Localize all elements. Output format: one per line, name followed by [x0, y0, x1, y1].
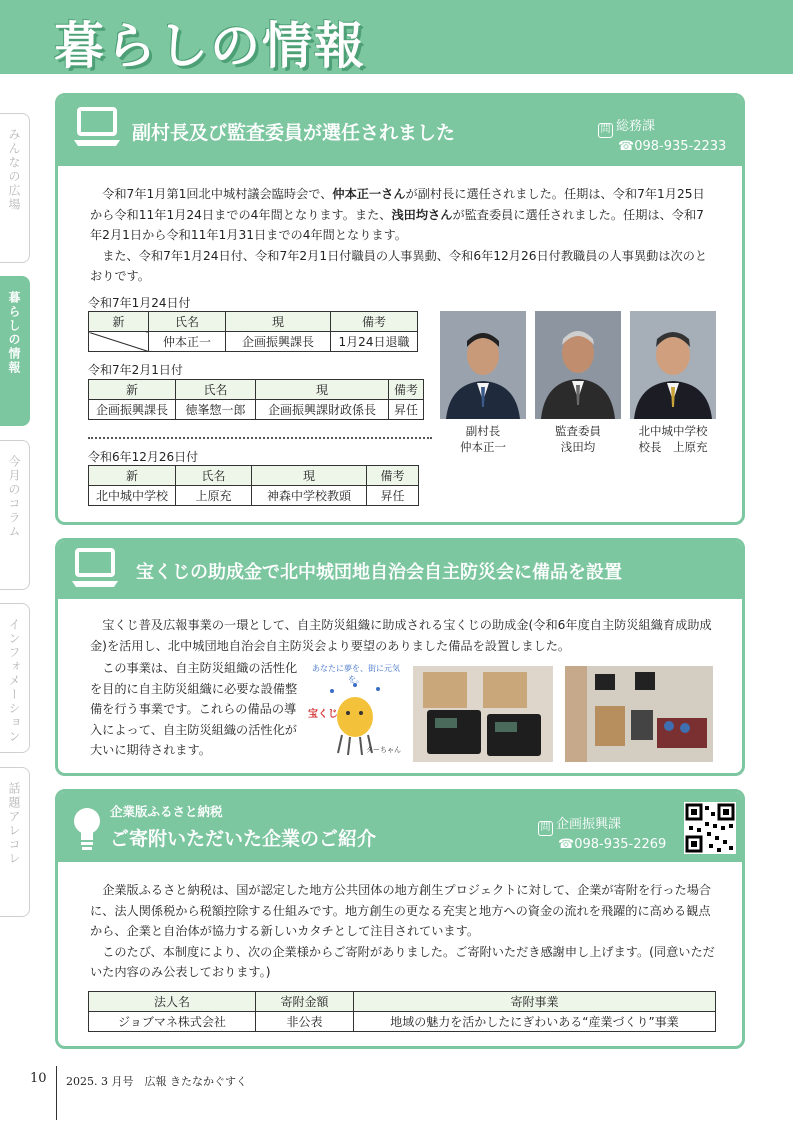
lightbulb-icon [72, 806, 102, 852]
side-tab-label: 暮らしの情報 [7, 291, 21, 375]
paragraph: 宝くじ普及広報事業の一環として、自主防災組織に助成される宝くじの助成金(令和6年度自主防災組織育成助成金)を活用し、北中城団地自治会自主防災会より要望のありました備品を設置しました。 [90, 618, 712, 653]
section-vice-mayor [55, 93, 745, 525]
side-tab-minna[interactable] [0, 113, 30, 263]
table-header: 新 [89, 466, 176, 486]
table-header: 備考 [389, 380, 424, 400]
section-header [58, 96, 742, 166]
table-cell: 非公表 [256, 1012, 354, 1032]
laptop-icon [72, 106, 122, 150]
paragraph: 企業版ふるさと納税は、国が認定した地方公共団体の地方創生プロジェクトに対して、企業が寄附を行った場合に、法人関係税から税額控除する仕組みです。地方創生の更なる充実と地方への資金の流れを飛躍的に高める観点から、企業と自治体が協力する新しいカタチとして注目されています。 [90, 883, 712, 938]
caption-line: 北中城中学校 [638, 424, 708, 438]
section-title: 副村長及び監査委員が選任されました [132, 122, 456, 144]
name-highlight: 浅田均さん [391, 207, 453, 222]
equipment-photo-batteries [413, 666, 553, 762]
section2-body [90, 615, 716, 656]
side-tab-label: みんなの広場 [7, 128, 21, 212]
table-cell: 昇任 [389, 400, 424, 420]
table-header: 現 [256, 380, 389, 400]
donation-table [88, 991, 716, 1032]
text: が副村長に選任されました。任期は、令和7年1月25日から令和11年1月24日までの4年間となります。また、 [90, 187, 705, 222]
side-tab-label: 今月のコラム [7, 455, 21, 539]
caption-line: 浅田均 [560, 440, 596, 454]
table-cell: 1月24日退職 [331, 332, 418, 352]
contact-phone: ☎098-935-2269 [558, 837, 667, 852]
paragraph [90, 184, 716, 246]
page-title: 暮らしの情報 [54, 17, 366, 75]
photo-caption [623, 423, 723, 455]
table-cell: ジョブマネ株式会社 [89, 1012, 256, 1032]
table-header: 氏名 [149, 312, 226, 332]
side-tab-wadai[interactable] [0, 767, 30, 917]
caption-line: 校長 上原充 [638, 440, 708, 454]
side-tab-label: 話題アレコレ [7, 782, 21, 866]
table-header: 氏名 [176, 380, 256, 400]
table-header: 備考 [331, 312, 418, 332]
photo-caption [528, 423, 628, 455]
section-takarakuji [55, 538, 745, 776]
side-tab-kurashi[interactable] [0, 276, 30, 426]
table-cell: 企画振興課長 [89, 400, 176, 420]
page-number: 10 [30, 1071, 47, 1086]
table-date: 令和7年2月1日付 [88, 363, 183, 377]
portrait-photo [630, 311, 716, 419]
photo-caption [433, 423, 533, 455]
caption-line: 仲本正一 [460, 440, 506, 454]
table-header: 新 [89, 312, 149, 332]
text: 令和7年1月第1回北中城村議会臨時会で、 [102, 187, 333, 201]
laptop-icon [70, 547, 120, 591]
table-cell: 地域の魅力を活かしたにぎわいある“産業づくり”事業 [354, 1012, 716, 1032]
table-cell: 北中城中学校 [89, 486, 176, 506]
side-tab-label: インフォメーション [7, 618, 21, 744]
footer-issue: 2025. 3 月号 広報 きたなかぐすく [66, 1075, 247, 1088]
table-header: 法人名 [89, 992, 256, 1012]
table-cell: 仲本正一 [149, 332, 226, 352]
contact-info [538, 816, 666, 854]
section-title: 宝くじの助成金で北中城団地自治会自主防災会に備品を設置 [136, 562, 622, 583]
section1-body [90, 184, 716, 287]
contact-dept: 総務課 [616, 119, 656, 134]
personnel-table [88, 465, 419, 506]
side-tab-information[interactable] [0, 603, 30, 753]
table-header: 現 [252, 466, 367, 486]
table-cell: 昇任 [367, 486, 419, 506]
equipment-photo-supplies [565, 666, 713, 762]
table-cell: 徳峯惣一郎 [176, 400, 256, 420]
section-header [58, 792, 742, 862]
table-header: 新 [89, 380, 176, 400]
logo-arc-text: あなたに夢を、街に元気を。 [312, 664, 400, 684]
portrait-photo [440, 311, 526, 419]
logo-main-text: 宝くじ [308, 709, 338, 720]
name-highlight: 仲本正一さん [332, 187, 406, 201]
section-header [58, 541, 742, 599]
personnel-table [88, 379, 424, 420]
table-cell: 企画振興課長 [226, 332, 331, 352]
inquiry-icon: 問 [538, 821, 553, 836]
section2-body-2 [90, 658, 300, 761]
table-header: 備考 [367, 466, 419, 486]
takarakuji-logo [308, 661, 402, 761]
logo-mascot-name: ターちゃん [366, 746, 401, 754]
paragraph: この事業は、自主防災組織の活性化を目的に自主防災組織に必要な設備整備を行う事業です。これらの備品の導入によって、自主防災組織の活性化が大いに期待されます。 [90, 661, 298, 757]
personnel-table [88, 311, 418, 352]
paragraph: また、令和7年1月24日付、令和7年2月1日付職員の人事異動、令和6年12月26日付教職員の人事異動は次のとおりです。 [90, 248, 708, 283]
paragraph: このたび、本制度により、次の企業様からご寄附がありました。ご寄附いただき感謝申し上げます。(同意いただいた内容のみ公表しております。) [90, 944, 715, 979]
qr-code-icon [684, 802, 736, 854]
side-tab-column[interactable] [0, 440, 30, 590]
caption-line: 副村長 [465, 424, 501, 438]
dotted-divider [88, 437, 432, 439]
table-date: 令和7年1月24日付 [88, 296, 191, 310]
table-cell: 神森中学校教頭 [252, 486, 367, 506]
inquiry-icon: 問 [598, 123, 613, 138]
table-cell: 企画振興課財政係長 [256, 400, 389, 420]
table-header: 氏名 [176, 466, 252, 486]
contact-phone: ☎098-935-2233 [618, 139, 727, 154]
section-title: ご寄附いただいた企業のご紹介 [110, 828, 377, 850]
table-date: 令和6年12月26日付 [88, 450, 199, 464]
caption-line: 監査委員 [555, 424, 601, 438]
contact-dept: 企画振興課 [556, 817, 622, 832]
table-cell-empty [89, 332, 149, 352]
table-header: 現 [226, 312, 331, 332]
section-furusato-nozei [55, 789, 745, 1049]
contact-info [598, 118, 726, 156]
table-header: 寄附事業 [354, 992, 716, 1012]
qr-code[interactable] [684, 802, 736, 854]
footer-divider [56, 1066, 57, 1120]
portrait-photo [535, 311, 621, 419]
table-cell: 上原充 [176, 486, 252, 506]
section3-body [90, 880, 716, 983]
text: が監査委員に選任されました。任期は、令和7年2月1日から令和11年1月31日までの4年間となります。 [90, 207, 704, 242]
section-subtitle: 企業版ふるさと納税 [110, 804, 223, 819]
table-header: 寄附金額 [256, 992, 354, 1012]
